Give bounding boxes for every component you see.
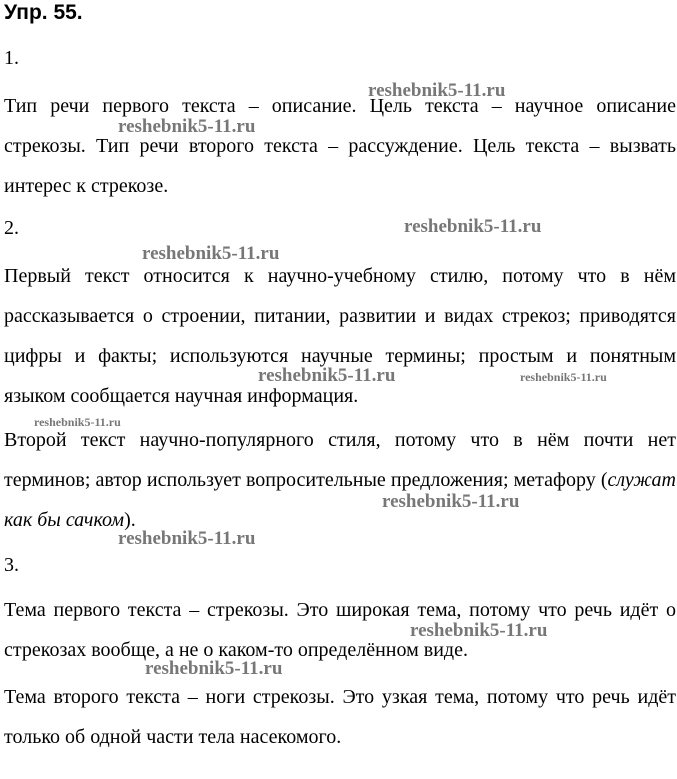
- metaphor-quote: служат как бы сачком: [4, 469, 676, 531]
- exercise-title: Упр. 55.: [4, 1, 83, 24]
- section-1-text: Тип речи первого текста – описание. Цель текста – научное описание стрекозы. Тип речи второго текста – рассуждение. Цель текста – вызвать интерес к стрекозе.: [4, 95, 676, 197]
- watermark: reshebnik5-11.ru: [34, 415, 121, 429]
- watermark: reshebnik5-11.ru: [382, 491, 520, 512]
- section-1-number: 1.: [4, 47, 19, 69]
- watermark: reshebnik5-11.ru: [118, 528, 256, 549]
- section-3-number: 3.: [4, 554, 19, 576]
- watermark: reshebnik5-11.ru: [145, 658, 283, 679]
- section-2-number: 2.: [4, 217, 19, 239]
- section-2-text-1: Первый текст относится к научно-учебному стилю, потому что в нём рассказывается о строении, питании, развитии и видах стрекоз; приводятся цифры и факты; используются научные термины; простым и понятным языком сообщается научная информация.: [4, 265, 676, 407]
- section-3-text-2: Тема второго текста – ноги стрекозы. Это узкая тема, потому что речь идёт только об одной части тела насекомого.: [4, 686, 676, 748]
- watermark: reshebnik5-11.ru: [410, 620, 548, 641]
- section-2-text-2: Второй текст научно-популярного стиля, потому что в нём почти нет терминов; автор использует вопросительные предложения; метафору (служат как бы сачком).: [4, 429, 676, 531]
- watermark: reshebnik5-11.ru: [118, 116, 256, 137]
- section-3-text-1: Тема первого текста – стрекозы. Это широкая тема, потому что речь идёт о стрекозах вообще, а не о каком-то определённом виде.: [4, 599, 676, 661]
- watermark: reshebnik5-11.ru: [258, 365, 396, 386]
- watermark: reshebnik5-11.ru: [520, 370, 607, 384]
- watermark: reshebnik5-11.ru: [142, 243, 280, 264]
- watermark: reshebnik5-11.ru: [404, 216, 542, 237]
- watermark: reshebnik5-11.ru: [368, 80, 506, 101]
